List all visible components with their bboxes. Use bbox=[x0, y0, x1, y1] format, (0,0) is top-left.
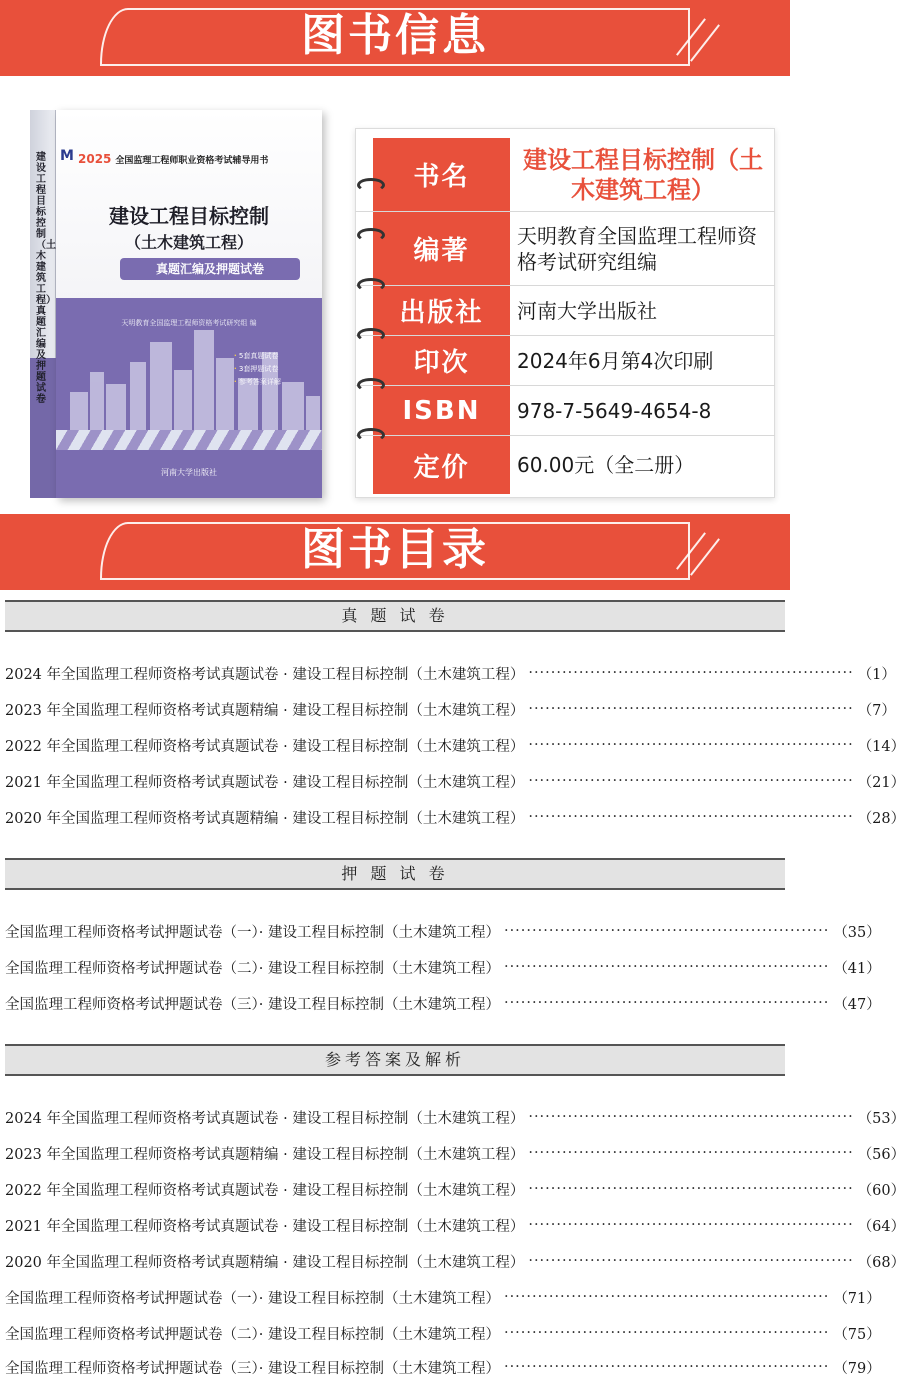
toc-section-heading: 参考答案及解析 bbox=[5, 1044, 785, 1076]
cover-badges bbox=[234, 350, 281, 389]
book-cover bbox=[30, 110, 322, 498]
toc-entry: 全国监理工程师资格考试押题试卷（一）· 建设工程目标控制（土木建筑工程） ·························································· （35） bbox=[5, 923, 881, 941]
info-label: 印次 bbox=[373, 336, 510, 385]
info-label: ISBN bbox=[373, 386, 510, 435]
info-value: 建设工程目标控制（土木建筑工程） bbox=[523, 145, 763, 204]
book-info-card bbox=[355, 128, 775, 498]
info-row-price bbox=[355, 436, 775, 494]
toc-entry: 2024 年全国监理工程师资格考试真题试卷 · 建设工程目标控制（土木建筑工程） ·························································· （1） bbox=[5, 665, 896, 683]
city-skyline-illustration bbox=[70, 322, 320, 432]
info-row-title bbox=[355, 138, 775, 212]
info-label: 定价 bbox=[373, 436, 510, 494]
binder-ring-icon bbox=[357, 428, 385, 442]
toc-section-heading: 真 题 试 卷 bbox=[5, 600, 785, 632]
cover-badge: · 参考答案详解 bbox=[234, 378, 281, 386]
info-value: 河南大学出版社 bbox=[517, 298, 657, 323]
toc-entry: 2023 年全国监理工程师资格考试真题精编 · 建设工程目标控制（土木建筑工程） ·························································· （56） bbox=[5, 1145, 905, 1163]
cover-publisher: 河南大学出版社 bbox=[161, 468, 217, 477]
info-value: 天明教育全国监理工程师资格考试研究组编 bbox=[517, 223, 757, 274]
info-label: 书名 bbox=[373, 138, 510, 211]
cover-stripe-band bbox=[56, 430, 322, 450]
cover-year: 2025 bbox=[78, 152, 112, 166]
cover-badge: · 3套押题试卷 bbox=[234, 365, 279, 373]
toc-entry: 2022 年全国监理工程师资格考试真题试卷 · 建设工程目标控制（土木建筑工程） ·························································· （14） bbox=[5, 737, 905, 755]
publisher-logo: M bbox=[60, 148, 74, 164]
spine-title: 建设工程目标控制（土木建筑工程）真题汇编及押题试卷 bbox=[36, 152, 56, 405]
binder-ring-icon bbox=[357, 378, 385, 392]
info-row-publisher bbox=[355, 286, 775, 336]
toc-banner bbox=[0, 514, 790, 590]
info-row-printing bbox=[355, 336, 775, 386]
toc-entry: 2021 年全国监理工程师资格考试真题试卷 · 建设工程目标控制（土木建筑工程） ·························································· （21） bbox=[5, 773, 905, 791]
info-label: 编著 bbox=[373, 212, 510, 285]
toc-entry: 全国监理工程师资格考试押题试卷（三）· 建设工程目标控制（土木建筑工程） ·························································· （47） bbox=[5, 995, 881, 1013]
toc-section-heading: 押 题 试 卷 bbox=[5, 858, 785, 890]
info-value: 978-7-5649-4654-8 bbox=[517, 398, 712, 423]
cover-series-line bbox=[78, 152, 268, 166]
info-row-isbn bbox=[355, 386, 775, 436]
toc-entry: 全国监理工程师资格考试押题试卷（一）· 建设工程目标控制（土木建筑工程） ·························································· （71） bbox=[5, 1289, 881, 1307]
toc-entry: 全国监理工程师资格考试押题试卷（三）· 建设工程目标控制（土木建筑工程） ·························································· （79） bbox=[5, 1359, 881, 1377]
toc-banner-title: 图书目录 bbox=[301, 524, 489, 575]
toc-entry: 2020 年全国监理工程师资格考试真题精编 · 建设工程目标控制（土木建筑工程） ·························································· （68） bbox=[5, 1253, 905, 1271]
cover-title: 建设工程目标控制 bbox=[109, 204, 269, 228]
cover-band: 真题汇编及押题试卷 bbox=[120, 258, 300, 280]
info-value: 2024年6月第4次印刷 bbox=[517, 348, 714, 373]
toc-entry: 2023 年全国监理工程师资格考试真题精编 · 建设工程目标控制（土木建筑工程） ·························································· （7） bbox=[5, 701, 896, 719]
info-row-author bbox=[355, 212, 775, 286]
info-banner-title: 图书信息 bbox=[301, 10, 489, 61]
toc-entry: 2022 年全国监理工程师资格考试真题试卷 · 建设工程目标控制（土木建筑工程） ·························································· （60） bbox=[5, 1181, 905, 1199]
cover-badge: · 5套真题试卷 bbox=[234, 352, 279, 360]
toc-entry: 全国监理工程师资格考试押题试卷（二）· 建设工程目标控制（土木建筑工程） ·························································· （75） bbox=[5, 1325, 881, 1343]
info-label: 出版社 bbox=[373, 286, 510, 335]
cover-editor: 天明教育全国监理工程师资格考试研究组 编 bbox=[121, 319, 257, 327]
toc-entry: 全国监理工程师资格考试押题试卷（二）· 建设工程目标控制（土木建筑工程） ·························································· （41） bbox=[5, 959, 881, 977]
book-front bbox=[56, 110, 322, 498]
info-value: 60.00元（全二册） bbox=[517, 453, 695, 477]
toc-entry: 2024 年全国监理工程师资格考试真题试卷 · 建设工程目标控制（土木建筑工程） ·························································· （53） bbox=[5, 1109, 905, 1127]
binder-ring-icon bbox=[357, 178, 385, 192]
cover-series: 全国监理工程师职业资格考试辅导用书 bbox=[115, 156, 269, 166]
toc-entry: 2020 年全国监理工程师资格考试真题精编 · 建设工程目标控制（土木建筑工程） ·························································· （28） bbox=[5, 809, 905, 827]
info-banner bbox=[0, 0, 790, 76]
binder-ring-icon bbox=[357, 328, 385, 342]
binder-ring-icon bbox=[357, 228, 385, 242]
binder-ring-icon bbox=[357, 278, 385, 292]
cover-subtitle: （土木建筑工程） bbox=[124, 233, 253, 252]
toc-entry: 2021 年全国监理工程师资格考试真题试卷 · 建设工程目标控制（土木建筑工程） ·························································· （64） bbox=[5, 1217, 905, 1235]
